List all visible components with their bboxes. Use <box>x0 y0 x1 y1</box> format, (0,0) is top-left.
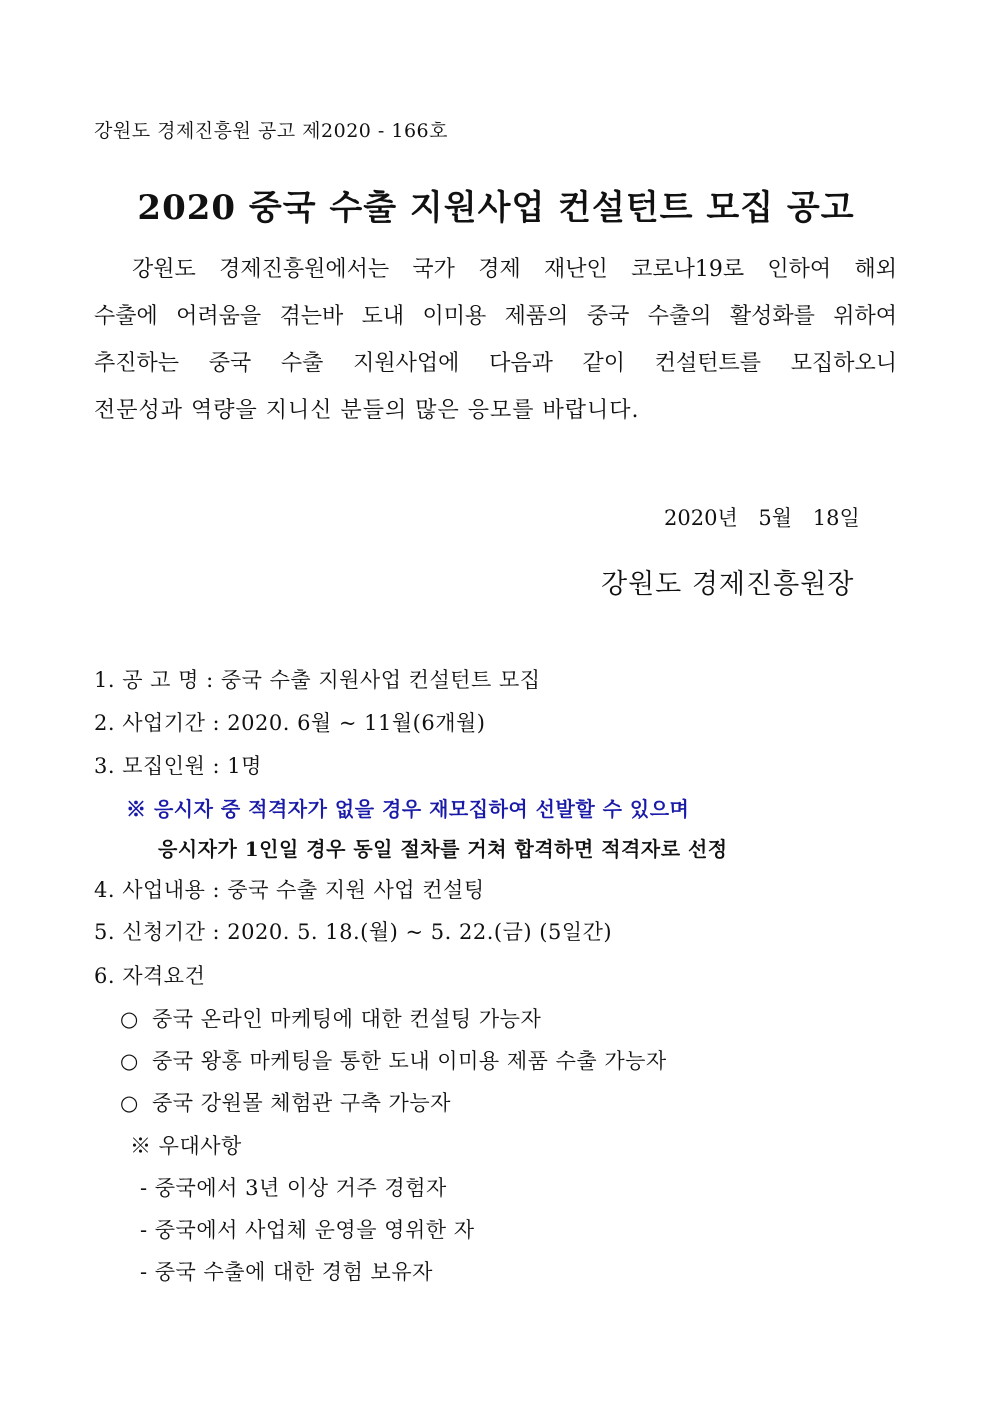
notice-number: 강원도 경제진흥원 공고 제2020 - 166호 <box>94 120 448 142</box>
item-qualifications: 6. 자격요건 <box>94 964 206 988</box>
item-headcount: 3. 모집인원 : 1명 <box>94 754 262 778</box>
page-title: 2020 중국 수출 지원사업 컨설턴트 모집 공고 <box>137 188 855 228</box>
qualification-item <box>120 1087 451 1117</box>
note-rerecruit: ※ 응시자 중 적격자가 없을 경우 재모집하여 선발할 수 있으며 <box>126 797 690 821</box>
preference-item: - 중국 수출에 대한 경험 보유자 <box>140 1260 433 1284</box>
intro-line: 강원도 경제진흥원에서는 국가 경제 재난인 코로나19로 인하여 해외 <box>132 257 897 282</box>
qualification-item <box>120 1045 667 1075</box>
item-period: 2. 사업기간 : 2020. 6월 ~ 11월(6개월) <box>94 711 486 735</box>
circle-bullet-icon: ○ <box>120 1091 139 1115</box>
preference-item: - 중국에서 3년 이상 거주 경험자 <box>140 1176 447 1200</box>
qualification-text: 중국 왕홍 마케팅을 통한 도내 이미용 제품 수출 가능자 <box>152 1049 667 1073</box>
qualification-item <box>120 1003 541 1033</box>
qualification-text: 중국 강원몰 체험관 구축 가능자 <box>152 1091 451 1115</box>
intro-line: 전문성과 역량을 지니신 분들의 많은 응모를 바랍니다. <box>94 398 640 423</box>
item-application-period: 5. 신청기간 : 2020. 5. 18.(월) ~ 5. 22.(금) (5일간) <box>94 920 613 944</box>
intro-line: 수출에 어려움을 겪는바 도내 이미용 제품의 중국 수출의 활성화를 위하여 <box>94 304 897 329</box>
item-title: 1. 공 고 명 : 중국 수출 지원사업 컨설턴트 모집 <box>94 668 541 692</box>
qualification-text: 중국 온라인 마케팅에 대한 컨설팅 가능자 <box>152 1007 542 1031</box>
intro-line: 추진하는 중국 수출 지원사업에 다음과 같이 컨설턴트를 모집하오니 <box>94 351 897 376</box>
circle-bullet-icon: ○ <box>120 1007 139 1031</box>
preference-item: - 중국에서 사업체 운영을 영위한 자 <box>140 1218 475 1242</box>
issuer-name: 강원도 경제진흥원장 <box>601 569 855 600</box>
announcement-date: 2020년 5월 18일 <box>664 506 860 530</box>
intro-paragraph <box>94 246 897 434</box>
item-content: 4. 사업내용 : 중국 수출 지원 사업 컨설팅 <box>94 878 485 902</box>
preference-title: ※ 우대사항 <box>130 1134 242 1158</box>
circle-bullet-icon: ○ <box>120 1049 139 1073</box>
note-single-applicant: 응시자가 1인일 경우 동일 절차를 거쳐 합격하면 적격자로 선정 <box>158 837 728 861</box>
